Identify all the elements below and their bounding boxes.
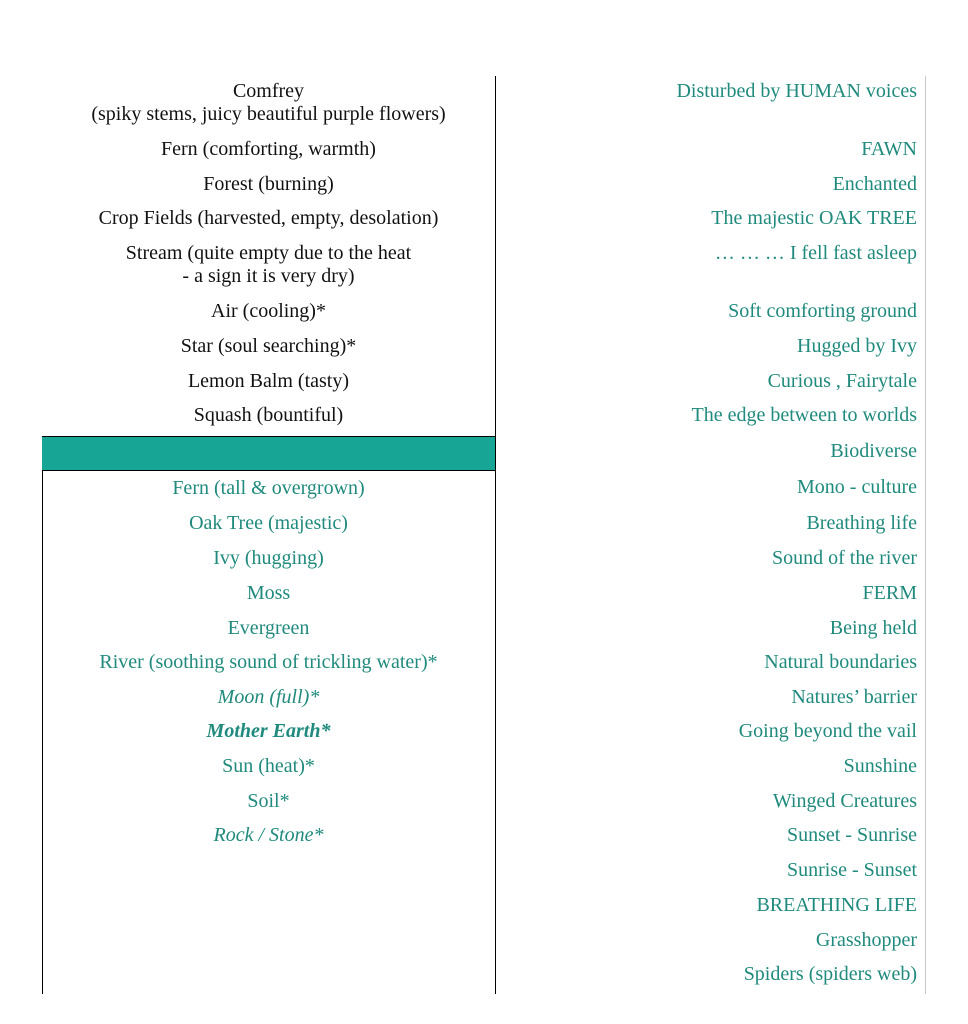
- left-bottom-item-soil: Soil*: [247, 790, 290, 812]
- left-top-item-stream: Stream (quite empty due to the heat - a sign it is very dry): [125, 242, 412, 287]
- right-item: Mono - culture: [797, 476, 917, 498]
- left-bottom-item-fern: Fern (tall & overgrown): [172, 477, 365, 499]
- right-item: Enchanted: [832, 173, 917, 195]
- left-bottom-item-ivy: Ivy (hugging): [213, 547, 324, 569]
- right-item: Disturbed by HUMAN voices: [676, 80, 917, 102]
- left-bottom-item-sun: Sun (heat)*: [222, 755, 315, 777]
- right-item: Going beyond the vail: [738, 720, 917, 742]
- right-item: Natural boundaries: [764, 651, 917, 673]
- right-item: Sunset - Sunrise: [787, 824, 917, 846]
- right-item: Spiders (spiders web): [743, 963, 917, 985]
- left-top-item-crop-fields: Crop Fields (harvested, empty, desolation): [98, 207, 439, 229]
- right-item: Winged Creatures: [772, 790, 917, 812]
- right-item: Breathing life: [806, 512, 917, 534]
- right-item: Natures’ barrier: [791, 686, 917, 708]
- teal-section-separator: [42, 436, 495, 471]
- left-bottom-item-rock-stone: Rock / Stone*: [213, 824, 324, 846]
- left-top-item-star: Star (soul searching)*: [180, 335, 357, 357]
- right-item: Curious , Fairytale: [767, 370, 917, 392]
- right-item: Sunshine: [843, 755, 917, 777]
- right-item: The edge between to worlds: [691, 404, 917, 426]
- right-item: Biodiverse: [830, 440, 917, 462]
- left-bottom-item-moss: Moss: [246, 582, 291, 604]
- left-top-item-air: Air (cooling)*: [211, 300, 326, 322]
- right-item: Soft comforting ground: [728, 300, 917, 322]
- right-item: Grasshopper: [815, 929, 917, 951]
- left-top-item-forest: Forest (burning): [203, 173, 334, 195]
- left-top-item-fern: Fern (comforting, warmth): [161, 138, 376, 160]
- right-item: Sunrise - Sunset: [787, 859, 917, 881]
- left-bottom-item-moon: Moon (full)*: [217, 686, 320, 708]
- right-column-border: [925, 76, 926, 994]
- left-bottom-item-river: River (soothing sound of trickling water)*: [99, 651, 438, 673]
- left-bottom-item-evergreen: Evergreen: [227, 617, 310, 639]
- left-top-item-squash: Squash (bountiful): [193, 404, 344, 426]
- right-item: Sound of the river: [772, 547, 917, 569]
- right-item: Being held: [829, 617, 917, 639]
- right-item: … … … I fell fast asleep: [714, 242, 917, 264]
- left-bottom-item-mother-earth: Mother Earth*: [206, 720, 331, 742]
- left-top-item-lemon-balm: Lemon Balm (tasty): [187, 370, 350, 392]
- right-item: BREATHING LIFE: [756, 894, 917, 916]
- right-item: FAWN: [861, 138, 917, 160]
- right-item: The majestic OAK TREE: [711, 207, 917, 229]
- left-bottom-item-oak-tree: Oak Tree (majestic): [189, 512, 348, 534]
- right-item: FERM: [862, 582, 917, 604]
- right-item: Hugged by Ivy: [797, 335, 917, 357]
- left-top-item-comfrey: Comfrey (spiky stems, juicy beautiful purple flowers): [91, 80, 446, 125]
